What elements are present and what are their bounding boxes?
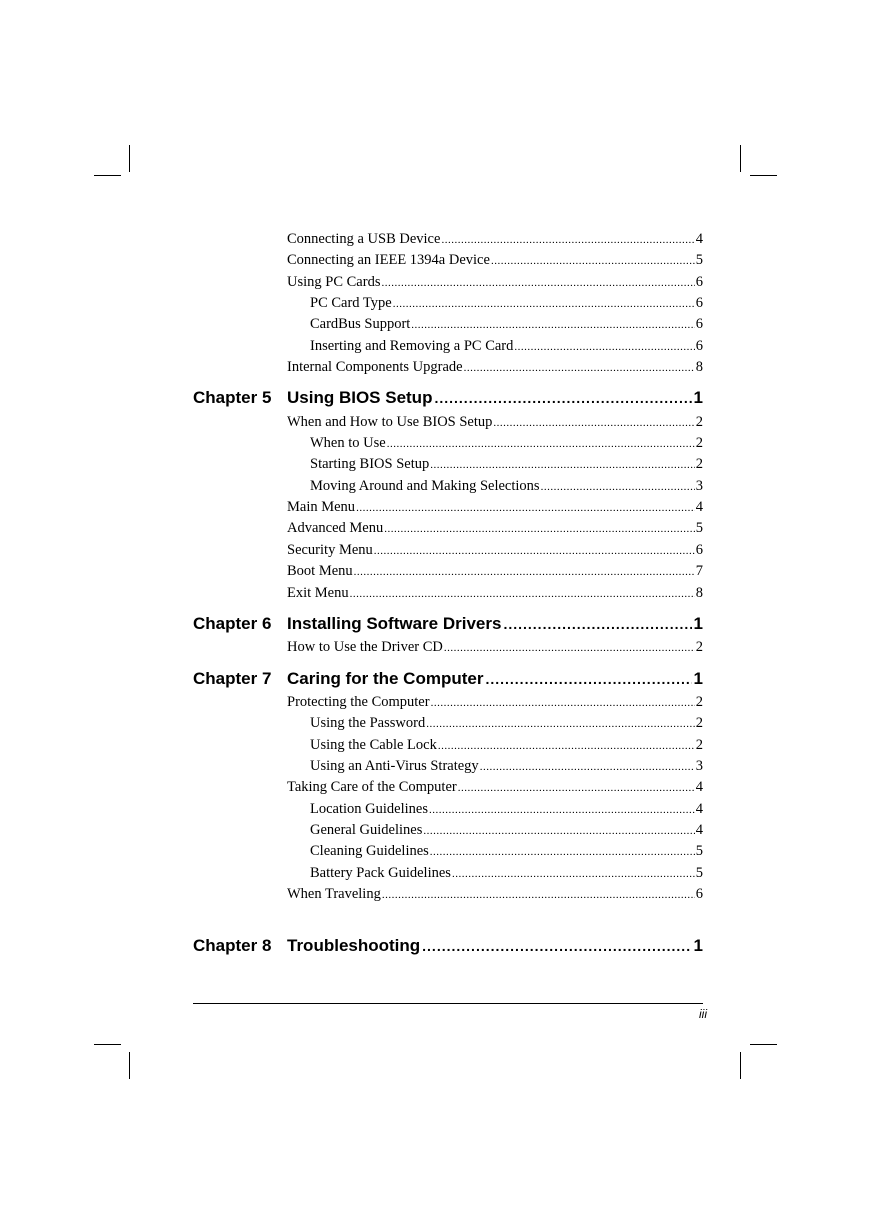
crop-mark bbox=[740, 145, 741, 172]
toc-entry-page: 4 bbox=[695, 779, 703, 795]
crop-mark bbox=[129, 145, 130, 172]
toc-entry-title: Exit Menu bbox=[287, 585, 349, 601]
toc-entry-title: How to Use the Driver CD bbox=[287, 639, 443, 655]
footer-rule bbox=[193, 1003, 703, 1004]
toc-entry-page: 2 bbox=[695, 456, 703, 472]
dot-leader bbox=[464, 362, 695, 374]
chapter-heading[interactable] bbox=[193, 669, 703, 693]
dot-leader bbox=[354, 566, 695, 578]
dot-leader bbox=[514, 341, 694, 353]
dot-leader bbox=[458, 782, 695, 794]
toc-entry-title: Starting BIOS Setup bbox=[310, 456, 430, 472]
toc-entry[interactable] bbox=[287, 520, 703, 540]
toc-entry-title: Cleaning Guidelines bbox=[310, 843, 429, 859]
toc-entry-page: 4 bbox=[695, 499, 703, 515]
crop-mark bbox=[750, 1044, 777, 1045]
toc-entry-page: 6 bbox=[695, 338, 703, 354]
toc-entry-title: Moving Around and Making Selections bbox=[310, 478, 540, 494]
toc-entry-page: 4 bbox=[695, 801, 703, 817]
toc-entry-page: 2 bbox=[695, 639, 703, 655]
toc-entry[interactable] bbox=[287, 252, 703, 272]
toc-entry-page: 2 bbox=[695, 737, 703, 753]
dot-leader bbox=[423, 825, 694, 837]
toc-entry[interactable] bbox=[287, 499, 703, 519]
toc-entry-title: Using PC Cards bbox=[287, 274, 381, 290]
toc-entry-title: Internal Components Upgrade bbox=[287, 359, 463, 375]
toc-entry-title: When to Use bbox=[310, 435, 386, 451]
toc-entry-page: 7 bbox=[695, 563, 703, 579]
toc-entry-page: 6 bbox=[695, 542, 703, 558]
dot-leader bbox=[444, 642, 695, 654]
toc-entry[interactable] bbox=[287, 694, 703, 714]
toc-subentry[interactable] bbox=[310, 295, 703, 315]
toc-entry-page: 6 bbox=[695, 295, 703, 311]
dot-leader bbox=[441, 234, 694, 246]
toc-entry-page: 5 bbox=[695, 252, 703, 268]
chapter-heading[interactable] bbox=[193, 936, 703, 960]
toc-entry[interactable] bbox=[287, 779, 703, 799]
toc-entry[interactable] bbox=[287, 274, 703, 294]
toc-entry[interactable] bbox=[287, 585, 703, 605]
toc-entry-page: 6 bbox=[695, 274, 703, 290]
chapter-title: Troubleshooting bbox=[287, 936, 421, 955]
toc-entry-page: 8 bbox=[695, 359, 703, 375]
chapter-page: 1 bbox=[693, 388, 703, 407]
chapter-page: 1 bbox=[693, 669, 703, 688]
dot-leader bbox=[411, 319, 694, 331]
toc-subentry[interactable] bbox=[310, 435, 703, 455]
dot-leader bbox=[541, 481, 695, 493]
toc-entry-title: Taking Care of the Computer bbox=[287, 779, 457, 795]
dot-leader bbox=[431, 697, 695, 709]
chapter-number: Chapter 6 bbox=[193, 614, 272, 633]
toc-entry-page: 5 bbox=[695, 865, 703, 881]
toc-entry-title: Advanced Menu bbox=[287, 520, 384, 536]
toc-entry-title: Using an Anti-Virus Strategy bbox=[310, 758, 479, 774]
toc-subentry[interactable] bbox=[310, 822, 703, 842]
dot-leader bbox=[350, 588, 695, 600]
toc-entry-title: Using the Password bbox=[310, 715, 426, 731]
toc-entry-title: General Guidelines bbox=[310, 822, 423, 838]
toc-subentry[interactable] bbox=[310, 715, 703, 735]
toc-subentry[interactable] bbox=[310, 737, 703, 757]
dot-leader bbox=[393, 298, 695, 310]
crop-mark bbox=[94, 175, 121, 176]
toc-entry-title: CardBus Support bbox=[310, 316, 411, 332]
dot-leader bbox=[491, 255, 695, 267]
crop-mark bbox=[94, 1044, 121, 1045]
dot-leader bbox=[422, 938, 691, 954]
dot-leader bbox=[438, 740, 695, 752]
dot-leader bbox=[430, 459, 695, 471]
toc-entry-title: Protecting the Computer bbox=[287, 694, 430, 710]
toc-subentry[interactable] bbox=[310, 865, 703, 885]
toc-entry-page: 2 bbox=[695, 435, 703, 451]
toc-entry-page: 8 bbox=[695, 585, 703, 601]
toc-entry[interactable] bbox=[287, 563, 703, 583]
chapter-heading[interactable] bbox=[193, 388, 703, 412]
dot-leader bbox=[374, 545, 695, 557]
dot-leader bbox=[430, 846, 695, 858]
toc-entry-page: 3 bbox=[695, 758, 703, 774]
chapter-number: Chapter 8 bbox=[193, 936, 272, 955]
crop-mark bbox=[750, 175, 777, 176]
dot-leader bbox=[429, 804, 695, 816]
toc-entry-title: When Traveling bbox=[287, 886, 381, 902]
dot-leader bbox=[381, 277, 694, 289]
toc-subentry[interactable] bbox=[310, 456, 703, 476]
toc-entry[interactable] bbox=[287, 886, 703, 906]
toc-entry-page: 4 bbox=[695, 231, 703, 247]
toc-entry-title: Security Menu bbox=[287, 542, 373, 558]
chapter-number: Chapter 7 bbox=[193, 669, 272, 688]
dot-leader bbox=[503, 616, 691, 632]
dot-leader bbox=[382, 889, 695, 901]
toc-subentry[interactable] bbox=[310, 801, 703, 821]
toc-entry-page: 6 bbox=[695, 316, 703, 332]
toc-entry-title: Connecting a USB Device bbox=[287, 231, 441, 247]
toc-entry-page: 5 bbox=[695, 520, 703, 536]
dot-leader bbox=[434, 390, 691, 406]
dot-leader bbox=[384, 523, 695, 535]
crop-mark bbox=[129, 1052, 130, 1079]
toc-entry[interactable] bbox=[287, 359, 703, 379]
toc-entry-title: PC Card Type bbox=[310, 295, 392, 311]
toc-entry-page: 4 bbox=[695, 822, 703, 838]
chapter-title: Caring for the Computer bbox=[287, 669, 484, 688]
toc-entry-title: Boot Menu bbox=[287, 563, 353, 579]
chapter-title: Installing Software Drivers bbox=[287, 614, 502, 633]
dot-leader bbox=[493, 417, 694, 429]
toc-subentry[interactable] bbox=[310, 316, 703, 336]
toc-entry-page: 5 bbox=[695, 843, 703, 859]
chapter-number: Chapter 5 bbox=[193, 388, 272, 407]
dot-leader bbox=[485, 671, 691, 687]
toc-entry-page: 3 bbox=[695, 478, 703, 494]
toc-entry-title: Inserting and Removing a PC Card bbox=[310, 338, 514, 354]
dot-leader bbox=[452, 868, 695, 880]
dot-leader bbox=[480, 761, 695, 773]
page-number: iii bbox=[699, 1007, 707, 1021]
toc-entry[interactable] bbox=[287, 639, 703, 659]
toc-entry[interactable] bbox=[287, 542, 703, 562]
toc-entry-title: Using the Cable Lock bbox=[310, 737, 437, 753]
toc-subentry[interactable] bbox=[310, 478, 703, 498]
dot-leader bbox=[426, 718, 695, 730]
toc-entry-title: Location Guidelines bbox=[310, 801, 428, 817]
crop-mark bbox=[740, 1052, 741, 1079]
toc-entry-page: 2 bbox=[695, 715, 703, 731]
toc-subentry[interactable] bbox=[310, 843, 703, 863]
toc-entry[interactable] bbox=[287, 414, 703, 434]
chapter-title: Using BIOS Setup bbox=[287, 388, 433, 407]
toc-entry-title: When and How to Use BIOS Setup bbox=[287, 414, 493, 430]
toc-entry-page: 2 bbox=[695, 694, 703, 710]
toc-entry-page: 2 bbox=[695, 414, 703, 430]
dot-leader bbox=[356, 502, 695, 514]
toc-entry-title: Connecting an IEEE 1394a Device bbox=[287, 252, 490, 268]
chapter-heading[interactable] bbox=[193, 614, 703, 638]
toc-entry-page: 6 bbox=[695, 886, 703, 902]
toc-subentry[interactable] bbox=[310, 338, 703, 358]
dot-leader bbox=[387, 438, 695, 450]
toc-entry-title: Battery Pack Guidelines bbox=[310, 865, 451, 881]
chapter-page: 1 bbox=[693, 936, 703, 955]
toc-entry[interactable] bbox=[287, 231, 703, 251]
toc-subentry[interactable] bbox=[310, 758, 703, 778]
chapter-page: 1 bbox=[693, 614, 703, 633]
toc-entry-title: Main Menu bbox=[287, 499, 356, 515]
